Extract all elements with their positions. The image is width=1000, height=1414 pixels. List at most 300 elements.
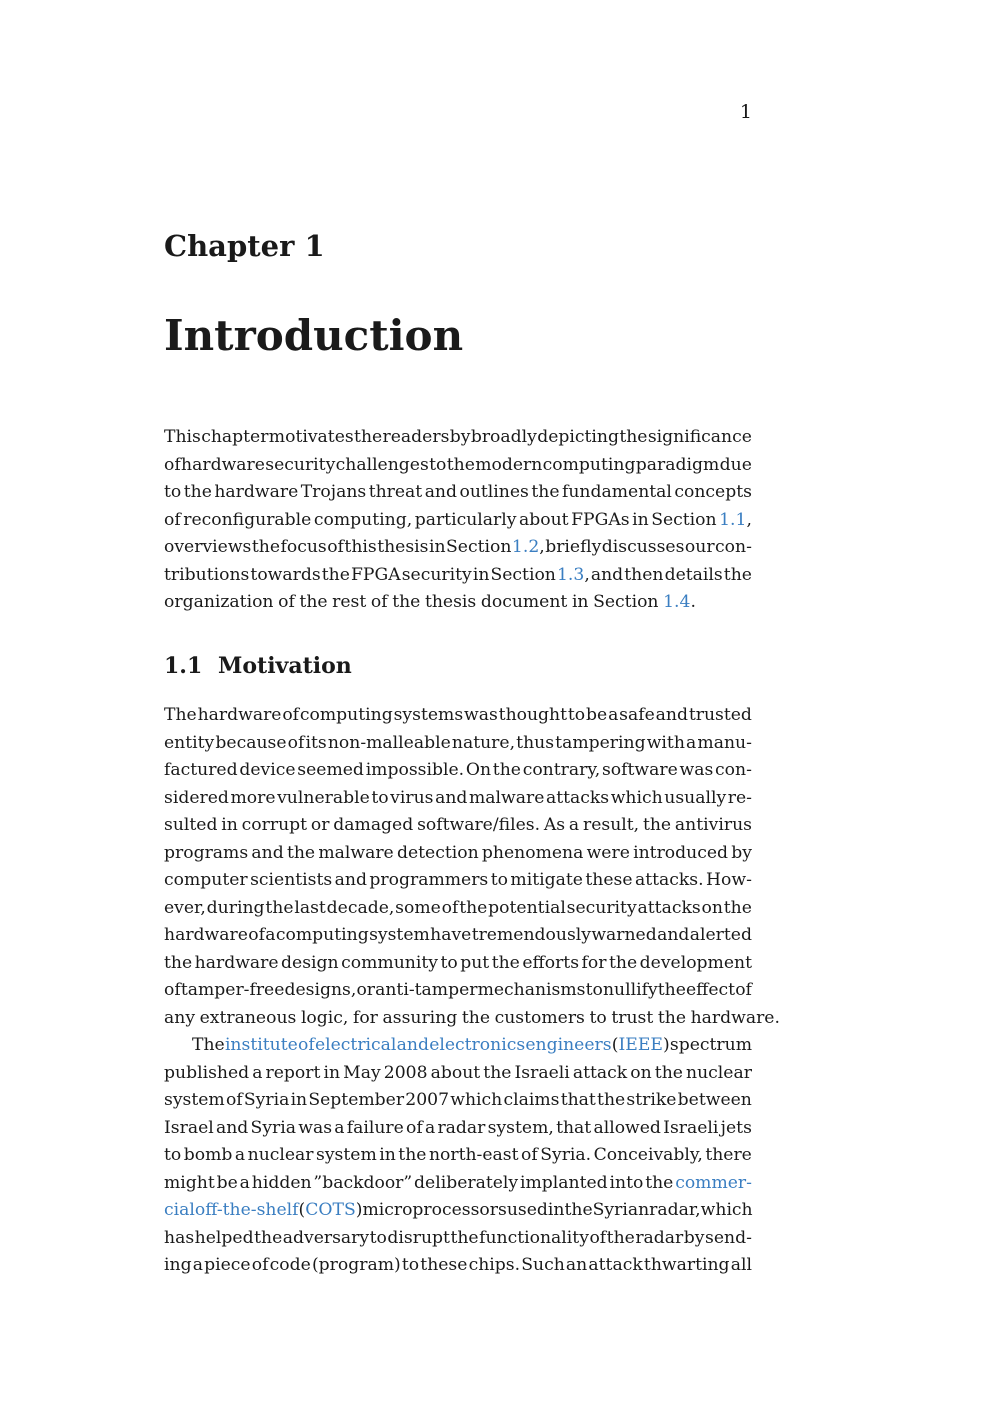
- text-fragment: the: [459, 897, 488, 918]
- word: [318, 840, 393, 868]
- text-fragment: these: [585, 870, 633, 890]
- text-fragment: manu-: [697, 732, 752, 753]
- word: [643, 812, 671, 840]
- cross-reference-link[interactable]: electronics: [429, 1035, 526, 1055]
- word: [311, 812, 330, 840]
- text-fragment: broadly: [470, 427, 537, 447]
- text-fragment: in: [547, 1200, 565, 1220]
- word: [483, 1060, 511, 1088]
- word: [334, 1115, 344, 1143]
- text-fragment: security: [566, 897, 637, 918]
- word: [488, 1115, 554, 1143]
- text-fragment: allowed: [593, 1117, 661, 1138]
- text-fragment: north-east: [428, 1145, 519, 1165]
- word: [312, 1252, 401, 1280]
- text-fragment: con-: [715, 760, 752, 780]
- word: [658, 977, 686, 1005]
- text-fragment: failure: [346, 1117, 404, 1138]
- text-fragment: As: [543, 815, 566, 835]
- motivation-paragraph-2: [164, 1032, 752, 1280]
- text-fragment: jets: [720, 1117, 752, 1138]
- text-fragment: threat: [368, 482, 423, 502]
- text-fragment: ,: [746, 509, 752, 530]
- word: [215, 730, 286, 758]
- word: [207, 895, 265, 923]
- word: [626, 1087, 676, 1115]
- text-fragment: be: [216, 1172, 238, 1193]
- text-fragment: of: [251, 1255, 269, 1275]
- text-fragment: malware: [468, 787, 545, 808]
- text-fragment: usually: [664, 787, 727, 808]
- word: [371, 589, 388, 617]
- text-fragment: trust: [611, 1007, 654, 1028]
- text-fragment: ,: [539, 537, 545, 557]
- text-fragment: in: [290, 1090, 308, 1110]
- text-fragment: software: [601, 760, 678, 780]
- word: [556, 1115, 591, 1143]
- text-fragment: radar: [635, 1227, 684, 1248]
- word: [594, 1142, 703, 1170]
- text-fragment: 2008: [383, 1062, 428, 1083]
- word: [561, 1087, 596, 1115]
- word: [460, 950, 489, 978]
- word: [164, 922, 248, 950]
- word: [675, 812, 752, 840]
- word: [523, 757, 601, 785]
- text-fragment: radar,: [649, 1200, 701, 1220]
- text-fragment: anti-tamper: [375, 980, 478, 1000]
- text-fragment: the: [461, 1007, 490, 1028]
- word: [397, 840, 479, 868]
- word: [353, 1005, 378, 1033]
- text-fragment: the: [446, 454, 475, 475]
- word: [567, 895, 637, 923]
- text-fragment: to: [164, 1145, 182, 1165]
- text-fragment: thought: [498, 705, 568, 725]
- word: [384, 1060, 428, 1088]
- word: [611, 1005, 653, 1033]
- word: [164, 1225, 194, 1253]
- text-fragment: which: [700, 1200, 753, 1220]
- text-fragment: computing: [542, 454, 636, 475]
- word: [685, 534, 715, 562]
- word: [490, 562, 555, 590]
- text-fragment: the: [398, 1145, 427, 1165]
- text-fragment: warned: [591, 925, 657, 945]
- text-line: [164, 1197, 752, 1225]
- word: [429, 1032, 525, 1060]
- text-fragment: of: [287, 732, 305, 753]
- text-fragment: the: [251, 537, 280, 557]
- chapter-label: Chapter 1: [164, 229, 325, 263]
- word: [362, 1197, 506, 1225]
- text-fragment: nature,: [451, 732, 516, 753]
- cross-reference-link[interactable]: commer-: [675, 1172, 752, 1193]
- cross-reference-link[interactable]: 1.4: [663, 592, 691, 612]
- cross-reference-link[interactable]: 1.1: [719, 509, 747, 530]
- cross-reference-link[interactable]: COTS: [305, 1200, 356, 1220]
- word: [680, 757, 714, 785]
- word: [181, 452, 265, 480]
- text-fragment: challenges: [335, 454, 429, 475]
- word: [184, 479, 212, 507]
- text-fragment: in: [428, 537, 446, 557]
- text-fragment: and: [251, 842, 284, 863]
- text-fragment: the: [491, 952, 520, 973]
- word: [701, 1197, 753, 1225]
- text-fragment: nuclear: [247, 1145, 314, 1165]
- text-fragment: virus: [390, 787, 434, 808]
- cross-reference-link[interactable]: 1.2: [511, 537, 540, 557]
- text-fragment: the: [483, 1062, 512, 1083]
- word: [425, 589, 476, 617]
- text-fragment: document: [480, 592, 568, 612]
- word: [344, 534, 376, 562]
- text-fragment: put: [460, 952, 490, 973]
- word: [610, 1170, 644, 1198]
- word: [252, 1060, 262, 1088]
- text-fragment: non-malleable: [327, 732, 451, 753]
- word: [431, 1060, 481, 1088]
- text-fragment: to: [589, 1007, 607, 1028]
- cross-reference-link[interactable]: of: [298, 1035, 315, 1055]
- word: [715, 534, 752, 562]
- word: [663, 1115, 718, 1143]
- text-fragment: by: [731, 842, 752, 863]
- word: [495, 1005, 585, 1033]
- text-fragment: of: [589, 1227, 607, 1248]
- word: [635, 1225, 683, 1253]
- text-fragment: in: [379, 1145, 396, 1165]
- text-fragment: have: [430, 925, 472, 945]
- text-fragment: these: [420, 1255, 468, 1275]
- word: [586, 702, 607, 730]
- word: [608, 702, 618, 730]
- text-fragment: piece: [204, 1255, 251, 1275]
- word: [492, 950, 520, 978]
- text-fragment: the: [450, 1227, 479, 1248]
- text-line: [164, 424, 752, 452]
- text-fragment: a: [334, 1117, 345, 1138]
- text-fragment: Israeli: [663, 1117, 719, 1138]
- word: [728, 785, 752, 813]
- cross-reference-link[interactable]: electrical: [314, 1035, 397, 1055]
- text-fragment: September: [308, 1090, 405, 1110]
- word: [658, 1005, 686, 1033]
- text-fragment: potential: [488, 897, 566, 918]
- text-fragment: attacks: [637, 897, 701, 918]
- word: [689, 702, 752, 730]
- word: [356, 977, 375, 1005]
- word: [375, 977, 477, 1005]
- text-fragment: system: [369, 925, 430, 945]
- text-fragment: the: [254, 1227, 283, 1248]
- word: [706, 867, 752, 895]
- cross-reference-link[interactable]: IEEE: [618, 1035, 663, 1055]
- text-fragment: the: [608, 952, 638, 973]
- word: [450, 1087, 502, 1115]
- word: [327, 895, 395, 923]
- text-fragment: the: [164, 952, 193, 973]
- word: [288, 730, 305, 758]
- word: [425, 1115, 435, 1143]
- word: [544, 812, 565, 840]
- word: [624, 562, 663, 590]
- word: [735, 977, 752, 1005]
- word: [280, 534, 326, 562]
- text-fragment: chapter: [201, 427, 269, 447]
- word: [347, 1115, 404, 1143]
- word: [394, 702, 464, 730]
- text-fragment: to: [585, 980, 603, 1000]
- word: [164, 812, 217, 840]
- word: [686, 1060, 752, 1088]
- text-fragment: by: [683, 1227, 705, 1248]
- text-fragment: FPGAs: [571, 509, 630, 530]
- text-fragment: of: [164, 980, 181, 1000]
- text-fragment: a: [239, 1172, 250, 1193]
- text-fragment: of: [370, 592, 388, 612]
- text-fragment: software/files.: [417, 815, 541, 835]
- word: [450, 424, 471, 452]
- word: [221, 812, 238, 840]
- word: [644, 1252, 730, 1280]
- word: [674, 479, 752, 507]
- text-line: [164, 757, 752, 785]
- text-fragment: damaged: [333, 815, 414, 835]
- text-line: [164, 785, 752, 813]
- text-fragment: Israeli: [514, 1062, 570, 1083]
- word: [395, 895, 441, 923]
- text-fragment: was: [464, 705, 498, 725]
- text-fragment: safe: [619, 705, 655, 725]
- text-fragment: tampering: [555, 732, 646, 753]
- word: [719, 507, 752, 535]
- word: [670, 1032, 752, 1060]
- word: [446, 534, 511, 562]
- text-line: [164, 507, 752, 535]
- text-fragment: con-: [715, 537, 752, 557]
- text-fragment: for: [352, 1007, 378, 1028]
- word: [369, 479, 423, 507]
- text-fragment: outlines: [459, 482, 529, 502]
- word: [277, 785, 370, 813]
- word: [164, 1060, 249, 1088]
- word: [612, 1032, 670, 1060]
- word: [702, 895, 723, 923]
- word: [633, 840, 728, 868]
- word: [308, 1087, 404, 1115]
- text-fragment: computer: [164, 870, 248, 890]
- word: [522, 950, 579, 978]
- word: [429, 452, 446, 480]
- text-fragment: the: [492, 760, 521, 780]
- text-line: [164, 1060, 752, 1088]
- text-fragment: entity: [164, 732, 215, 753]
- text-fragment: the: [183, 482, 212, 502]
- text-fragment: modern: [475, 454, 543, 475]
- word: [557, 562, 590, 590]
- word: [516, 730, 554, 758]
- text-fragment: helped: [194, 1227, 254, 1248]
- word: [402, 562, 472, 590]
- text-fragment: antivirus: [674, 815, 752, 835]
- word: [335, 867, 367, 895]
- word: [531, 479, 559, 507]
- text-fragment: to: [567, 705, 586, 725]
- text-fragment: between: [677, 1090, 752, 1110]
- word: [555, 730, 645, 758]
- text-fragment: by: [449, 427, 471, 447]
- word: [371, 785, 388, 813]
- text-fragment: the: [645, 1172, 674, 1193]
- text-line: [164, 1142, 752, 1170]
- word: [540, 1142, 591, 1170]
- text-fragment: computing,: [313, 509, 413, 530]
- text-fragment: development: [639, 952, 752, 973]
- word: [343, 1060, 381, 1088]
- word: [479, 1225, 589, 1253]
- text-fragment: attacks.: [634, 870, 704, 890]
- text-fragment: seemed: [297, 760, 364, 780]
- word: [354, 424, 382, 452]
- word: [164, 730, 214, 758]
- text-fragment: May: [343, 1062, 381, 1083]
- text-fragment: attacks: [545, 787, 610, 808]
- word: [164, 702, 197, 730]
- word: [294, 895, 325, 923]
- word: [611, 785, 663, 813]
- word: [503, 1087, 559, 1115]
- text-fragment: hardware.: [690, 1007, 780, 1028]
- text-line: [164, 1225, 752, 1253]
- word: [566, 1252, 587, 1280]
- word: [298, 1032, 315, 1060]
- text-fragment: or: [310, 815, 330, 835]
- word: [586, 977, 603, 1005]
- cross-reference-link[interactable]: institute: [224, 1035, 298, 1055]
- text-fragment: design: [281, 952, 339, 973]
- text-line: [164, 534, 752, 562]
- word: [250, 867, 332, 895]
- word: [164, 895, 206, 923]
- text-fragment: ing: [164, 1255, 192, 1275]
- word: [464, 702, 498, 730]
- word: [597, 1087, 625, 1115]
- text-fragment: deliberately: [414, 1172, 519, 1193]
- text-fragment: to: [429, 454, 447, 475]
- word: [370, 1225, 387, 1253]
- cross-reference-link[interactable]: off-the-shelf: [194, 1200, 299, 1220]
- word: [201, 424, 268, 452]
- word: [647, 730, 685, 758]
- text-fragment: logic,: [300, 1007, 349, 1028]
- cross-reference-link[interactable]: and: [396, 1035, 429, 1055]
- word: [731, 840, 752, 868]
- text-fragment: Conceivably,: [593, 1145, 703, 1165]
- word: [663, 589, 696, 617]
- word: [214, 479, 298, 507]
- text-fragment: The: [192, 1035, 225, 1055]
- text-fragment: about: [518, 509, 569, 530]
- text-fragment: attack: [588, 1255, 643, 1275]
- text-fragment: last: [294, 897, 326, 918]
- word: [341, 950, 438, 978]
- text-fragment: Such: [521, 1255, 565, 1275]
- text-fragment: in: [571, 592, 589, 612]
- text-fragment: On: [465, 760, 492, 780]
- text-fragment: the: [597, 1090, 626, 1110]
- word: [731, 1252, 752, 1280]
- word: [248, 1142, 314, 1170]
- cross-reference-link[interactable]: 1.3: [556, 564, 585, 585]
- word: [322, 562, 350, 590]
- word: [512, 534, 545, 562]
- word: [281, 950, 339, 978]
- text-fragment: nuclear: [686, 1062, 752, 1083]
- text-fragment: computing: [275, 925, 369, 945]
- word: [226, 1087, 243, 1115]
- word: [450, 1225, 478, 1253]
- text-fragment: some: [395, 897, 441, 918]
- word: [435, 785, 467, 813]
- text-fragment: the: [657, 1007, 686, 1028]
- word: [328, 730, 451, 758]
- word: [651, 507, 716, 535]
- text-fragment: during: [206, 897, 265, 918]
- text-fragment: hardware: [194, 952, 279, 973]
- cross-reference-link[interactable]: cial: [164, 1200, 195, 1220]
- text-fragment: a: [265, 925, 276, 945]
- text-fragment: the: [531, 482, 560, 502]
- word: [164, 785, 229, 813]
- text-fragment: functionality: [479, 1227, 589, 1248]
- word: [678, 1087, 752, 1115]
- text-fragment: to: [371, 787, 389, 808]
- cross-reference-link[interactable]: engineers: [525, 1035, 612, 1055]
- text-fragment: about: [430, 1062, 481, 1083]
- text-fragment: in: [472, 564, 490, 585]
- word: [276, 922, 369, 950]
- text-fragment: ): [355, 1200, 363, 1220]
- text-line: [164, 730, 752, 758]
- text-fragment: might: [164, 1172, 215, 1193]
- word: [248, 922, 265, 950]
- text-fragment: motivates: [268, 427, 354, 447]
- text-fragment: Syria: [250, 1117, 296, 1138]
- text-line: [164, 977, 752, 1005]
- text-fragment: Section: [490, 564, 556, 585]
- word: [440, 950, 457, 978]
- text-fragment: its: [305, 732, 327, 753]
- text-fragment: which: [450, 1090, 503, 1110]
- text-fragment: focus: [280, 537, 327, 557]
- word: [392, 589, 420, 617]
- word: [282, 702, 299, 730]
- text-fragment: to: [401, 1255, 420, 1275]
- word: [593, 1197, 650, 1225]
- text-line: [164, 1005, 780, 1033]
- text-fragment: has: [164, 1227, 195, 1248]
- text-fragment: re-: [727, 787, 752, 808]
- word: [632, 507, 649, 535]
- word: [593, 1115, 660, 1143]
- text-fragment: used: [506, 1200, 548, 1220]
- word: [562, 479, 672, 507]
- text-fragment: send-: [705, 1227, 752, 1248]
- text-fragment: Syrian: [592, 1200, 650, 1220]
- word: [705, 1142, 752, 1170]
